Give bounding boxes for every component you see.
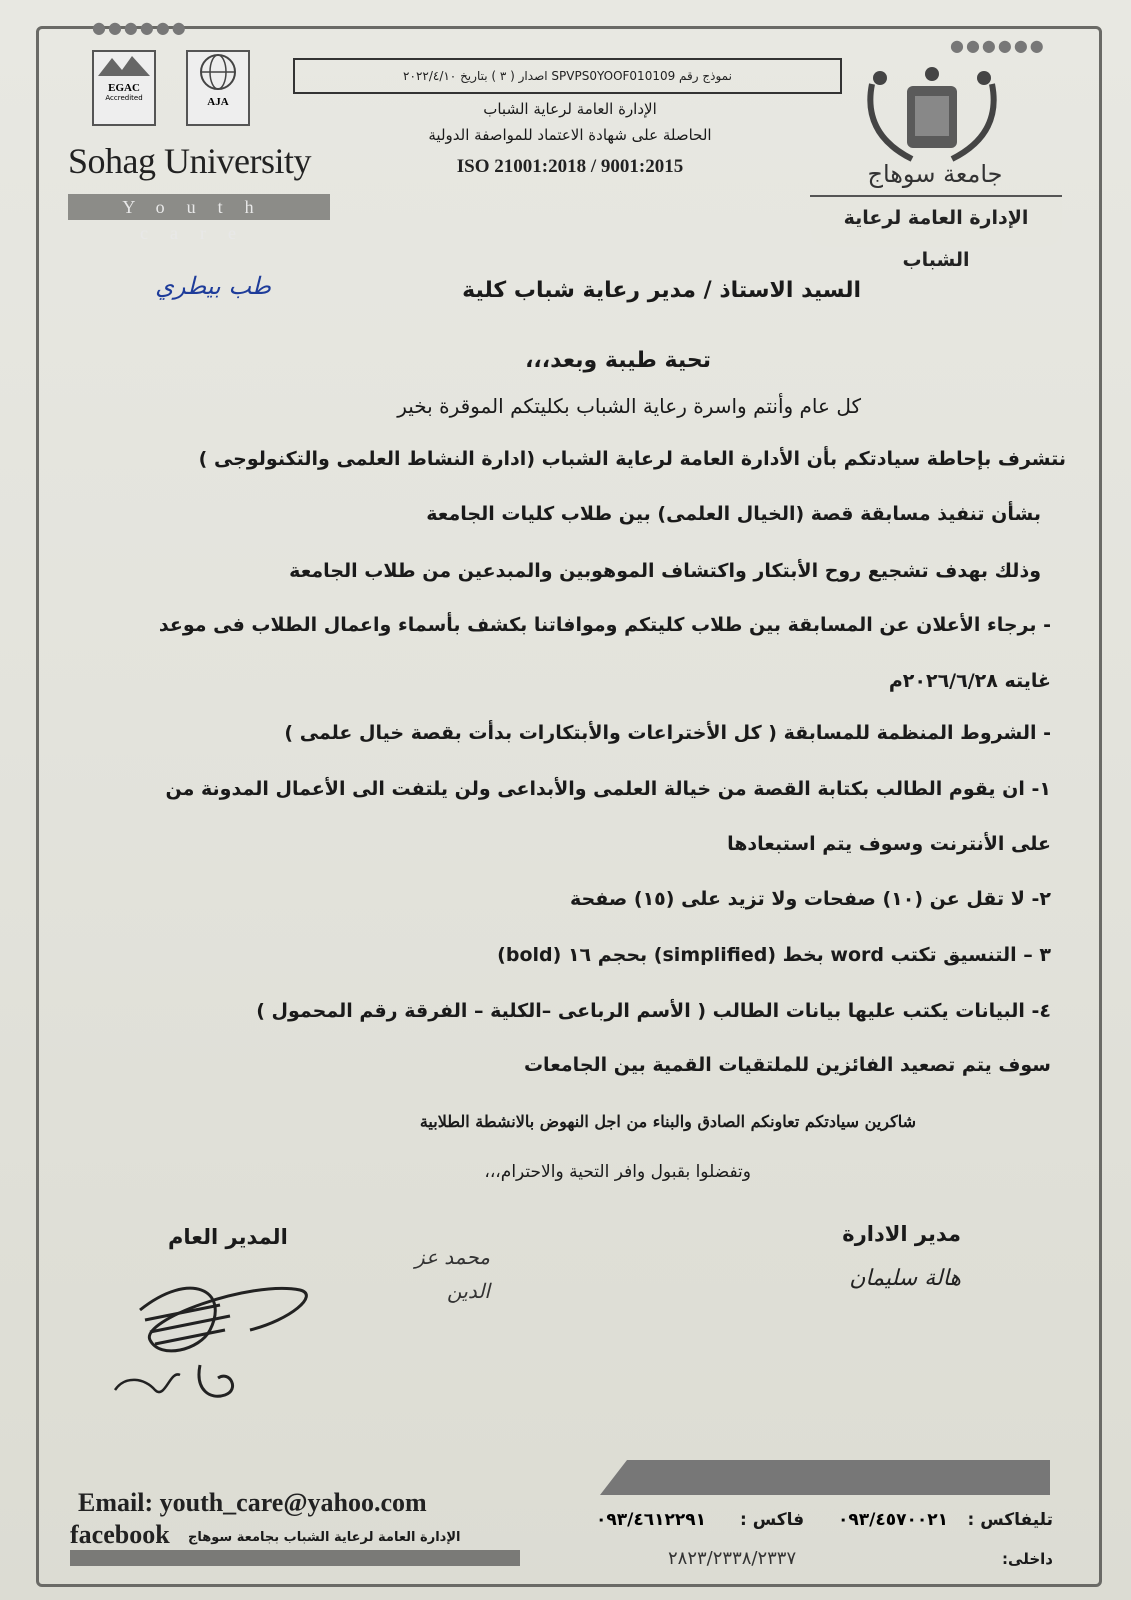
university-emblem-logo xyxy=(852,64,1012,174)
fax-number: ٠٩٣/٤٦١٢٢٩١ xyxy=(596,1510,706,1530)
dept-name-ar: الإدارة العامة لرعاية الشباب xyxy=(810,195,1062,247)
body-line-10: ٢- لا تقل عن (١٠) صفحات ولا تزيد على (١٥) صفحة xyxy=(570,888,1051,910)
body-line-4: وذلك بهدف تشجيع روح الأبتكار واكتشاف الموهوبين والمبدعين من طلاب الجامعة xyxy=(289,560,1041,582)
body-line-5: - برجاء الأعلان عن المسابقة بين طلاب كليتكم وموافاتنا بكشف بأسماء واعمال الطلاب فى موعد xyxy=(158,614,1051,636)
body-line-6: غايته ٢٠٢٦/٦/٢٨م xyxy=(888,670,1051,692)
body-line-1: كل عام وأنتم واسرة رعاية الشباب بكليتكم الموقرة بخير xyxy=(397,394,861,418)
general-manager-signature xyxy=(100,1250,340,1420)
dept-manager-title: مدير الادارة xyxy=(842,1222,961,1246)
iso-standard: ISO 21001:2018 / 9001:2015 xyxy=(456,156,684,177)
body-line-9: على الأنترنت وسوف يتم استبعادها xyxy=(727,833,1051,855)
globe-icon xyxy=(193,52,243,92)
ext-numbers: ٢٨٢٣/٢٣٣٨/٢٣٣٧ xyxy=(668,1548,797,1569)
aja-label: AJA xyxy=(207,96,229,108)
phone-number: ٠٩٣/٤٥٧٠٠٢١ xyxy=(838,1510,948,1530)
mountain-icon xyxy=(96,52,152,78)
university-name-ar: جامعة سوهاج xyxy=(867,160,1003,188)
dept-line-1: الإدارة العامة لرعاية الشباب xyxy=(483,100,657,118)
egac-label: EGAC xyxy=(108,82,140,94)
body-line-8: ١- ان يقوم الطالب بكتابة القصة من خيالة العلمى والأبداعى ولن يلتفت الى الأعمال المدونة من xyxy=(165,778,1051,800)
footer-bar-left xyxy=(70,1550,520,1566)
egac-cert-logo xyxy=(92,50,156,126)
addressee-handwritten: طب بيطري xyxy=(155,272,271,300)
decor-dots-left: ●●●●●● xyxy=(92,18,188,37)
aja-cert-logo xyxy=(186,50,250,126)
body-line-3: بشأن تنفيذ مسابقة قصة (الخيال العلمى) بين طلاب كليات الجامعة xyxy=(426,503,1041,525)
egac-sub: Accredited xyxy=(105,94,143,102)
body-line-7: - الشروط المنظمة للمسابقة ( كل الأختراعات والأبتكارات بدأت بقصة خيال علمى ) xyxy=(284,722,1051,744)
body-line-13: سوف يتم تصعيد الفائزين للملتقيات القمية بين الجامعات xyxy=(523,1054,1051,1076)
dept-manager-signature: هالة سليمان xyxy=(849,1266,961,1291)
ext-label: داخلى: xyxy=(1002,1550,1053,1568)
body-line-11: ٣ – التنسيق تكتب word بخط (simplified) بحجم ١٦ (bold) xyxy=(497,944,1051,966)
form-reference: نموذج رقم SPVPS0YOOF010109 اصدار ( ٣ ) بتاريخ ٢٠٢٢/٤/١٠ xyxy=(293,58,842,94)
addressee: السيد الاستاذ / مدير رعاية شباب كلية xyxy=(462,278,861,303)
footer-facebook-ar: الإدارة العامة لرعاية الشباب بجامعة سوهاج xyxy=(188,1530,461,1545)
body-line-2: نتشرف بإحاطة سيادتكم بأن الأدارة العامة لرعاية الشباب (ادارة النشاط العلمى والتكنولوجى ) xyxy=(198,448,1066,470)
greeting: تحية طيبة وبعد،،، xyxy=(525,348,711,373)
phone-label: تليفاكس : xyxy=(967,1510,1053,1530)
dept-line-2: الحاصلة على شهادة الاعتماد للمواصفة الدولية xyxy=(428,126,712,144)
general-manager-title: المدير العام xyxy=(168,1225,288,1249)
university-name-en: Sohag University xyxy=(68,141,311,181)
footer-facebook: facebook xyxy=(70,1520,170,1549)
body-line-12: ٤- البيانات يكتب عليها بيانات الطالب ( الأسم الرباعى –الكلية – الفرقة رقم المحمول ) xyxy=(256,1000,1051,1022)
footer-email: Email: youth_care@yahoo.com xyxy=(78,1488,427,1517)
closing-line: وتفضلوا بقبول وافر التحية والاحترام،،، xyxy=(484,1162,751,1182)
middle-signature: محمد عز الدين xyxy=(414,1245,490,1303)
footer-bar-right xyxy=(600,1460,1050,1495)
thanks-line: شاكرين سيادتكم تعاونكم الصادق والبناء من اجل النهوض بالانشطة الطلابية xyxy=(419,1112,916,1131)
fax-label: فاكس : xyxy=(740,1510,805,1530)
youth-care-banner: Youth care xyxy=(68,194,330,220)
decor-dots-right: ●●●●●● xyxy=(950,36,1046,55)
